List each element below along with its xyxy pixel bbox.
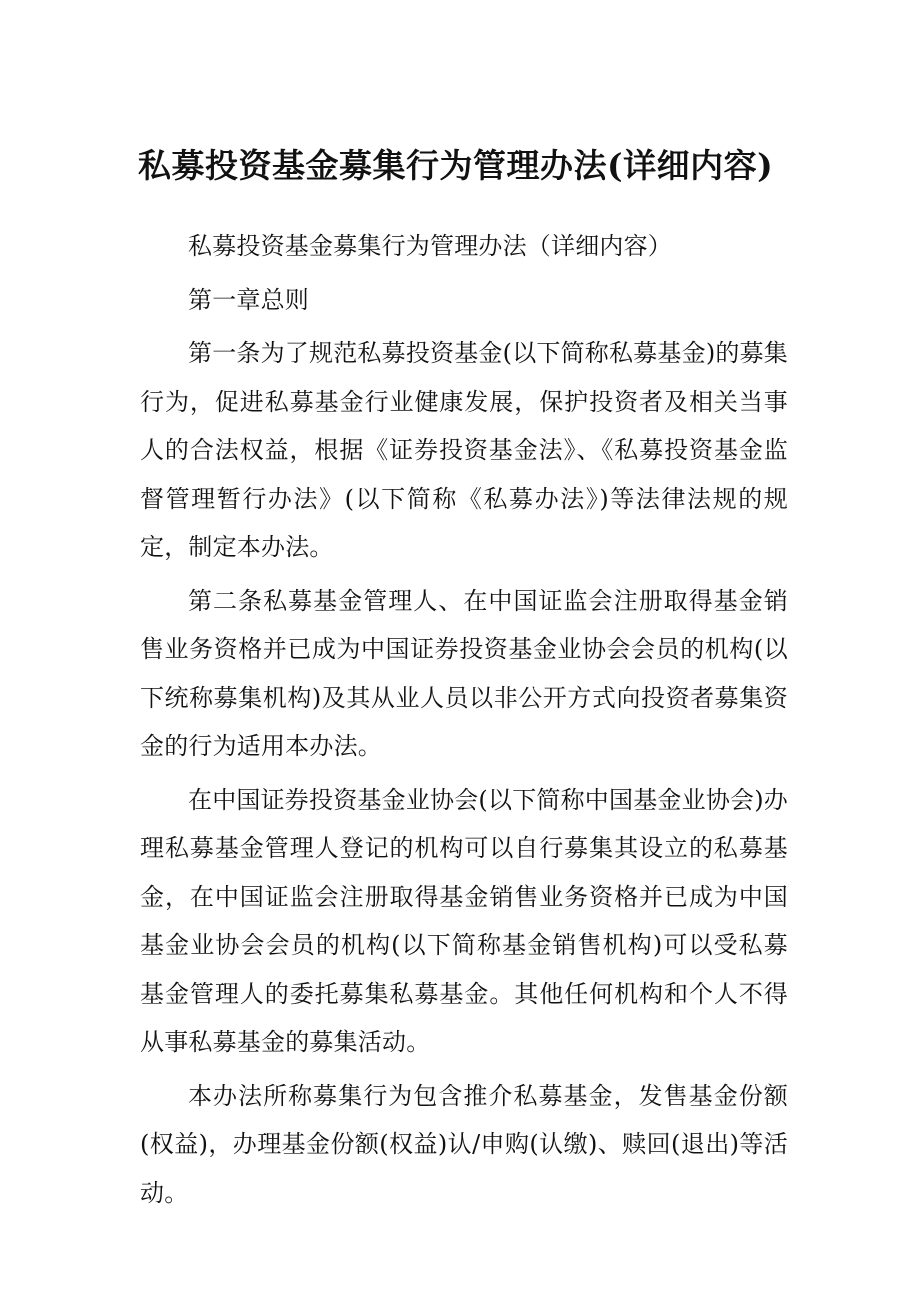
paragraph-article-2-scope: 本办法所称募集行为包含推介私募基金，发售基金份额(权益)，办理基金份额(权益)认/申购(认缴)、赎回(退出)等活动。 <box>140 1081 788 1207</box>
paragraph-chapter-heading: 第一章总则 <box>188 285 309 314</box>
paragraph-article-2-cont: 在中国证券投资基金业协会(以下简称中国基金业协会)办理私募基金管理人登记的机构可以自行募集其设立的私募基金，在中国证监会注册取得基金销售业务资格并已成为中国基金业协会会员的机构(以下简称基金销售机构)可以受私募基金管理人的委托募集私募基金。其他任何机构和个人不得从事私募基金的募集活动。 <box>140 785 788 1056</box>
paragraph-article-1: 第一条为了规范私募投资基金(以下简称私募基金)的募集行为，促进私募基金行业健康发展，保护投资者及相关当事人的合法权益，根据《证券投资基金法》、《私募投资基金监督管理暂行办法》(以下简称《私募办法》)等法律法规的规定，制定本办法。 <box>140 339 788 561</box>
document-title: 私募投资基金募集行为管理办法(详细内容) <box>138 146 774 185</box>
paragraph-subtitle: 私募投资基金募集行为管理办法（详细内容） <box>188 232 672 260</box>
paragraph-article-2: 第二条私募基金管理人、在中国证监会注册取得基金销售业务资格并已成为中国证券投资基金业协会会员的机构(以下统称募集机构)及其从业人员以非公开方式向投资者募集资金的行为适用本办法。 <box>140 586 788 760</box>
document-body <box>140 222 788 1222</box>
